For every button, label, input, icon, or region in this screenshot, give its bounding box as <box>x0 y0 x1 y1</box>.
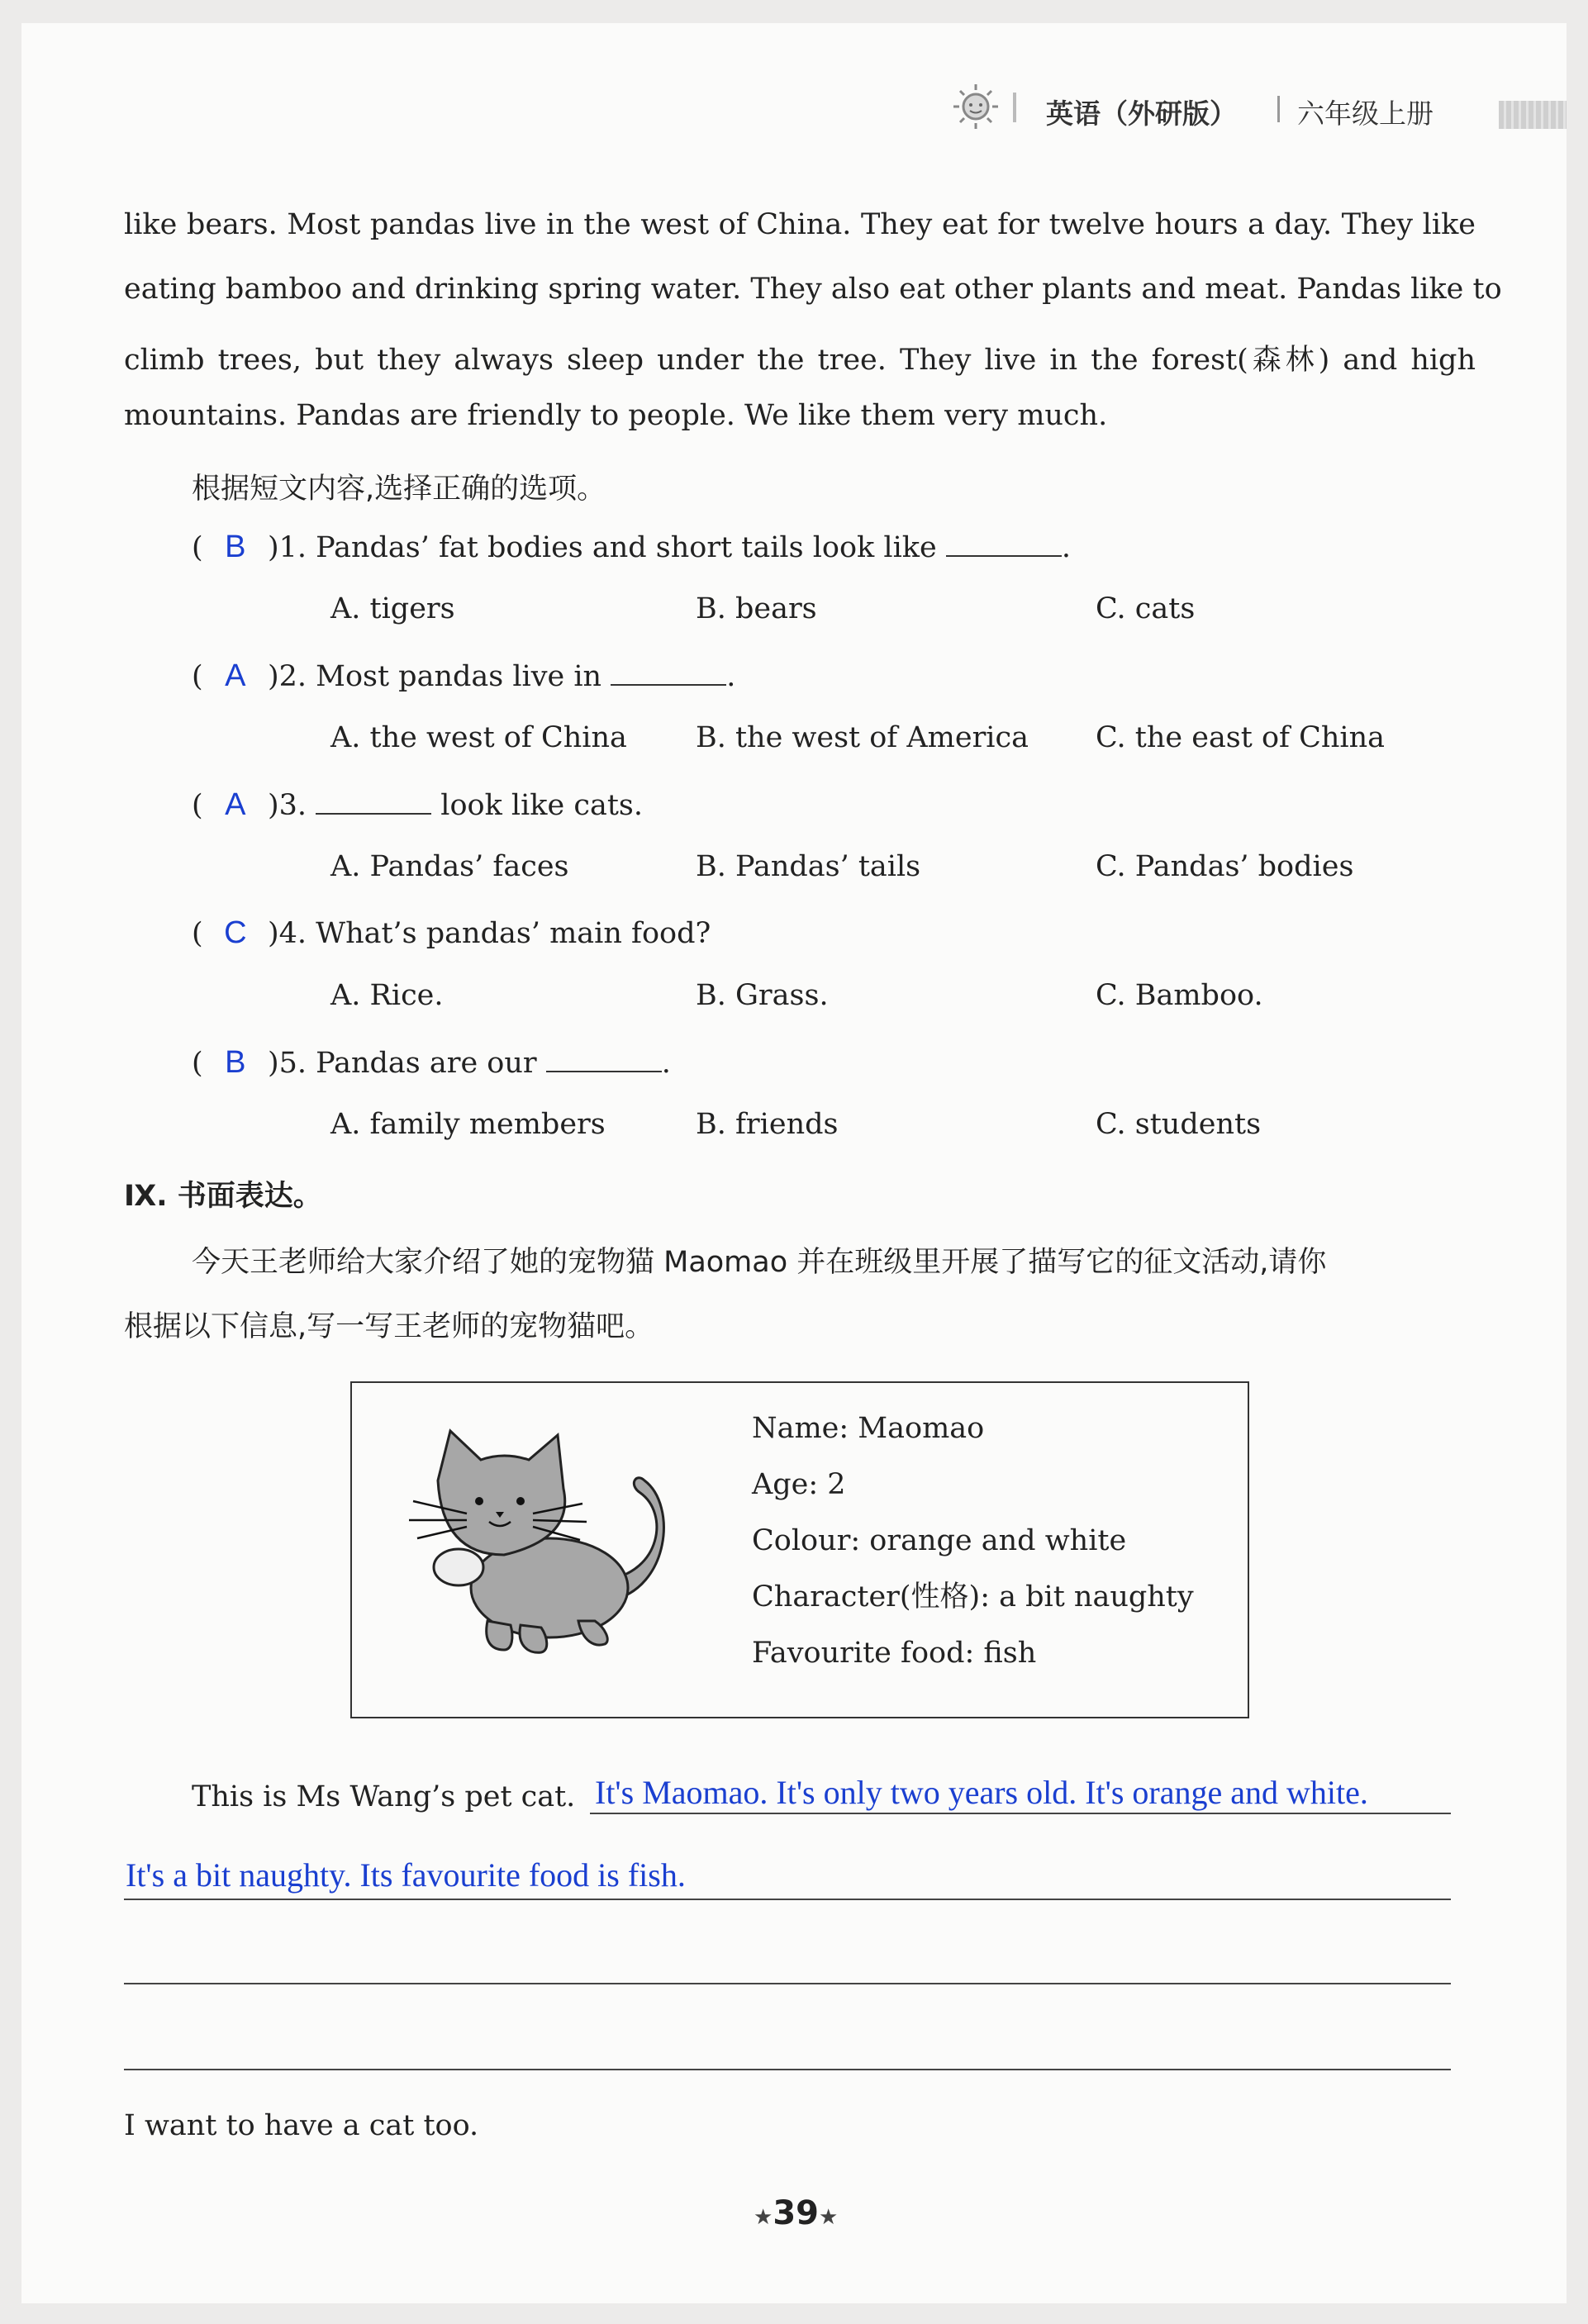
question-2: ( A )2. Most pandas live in . <box>192 658 736 693</box>
option-b: B. friends <box>696 1108 839 1141</box>
question-4: ( C )4. What’s pandas’ main food? <box>192 915 711 950</box>
option-a: A. Rice. <box>330 979 444 1012</box>
reading-instruction: 根据短文内容,选择正确的选项。 <box>192 473 606 506</box>
passage-line: eating bamboo and drinking spring water. They also eat other plants and meat. Pandas like to <box>124 273 1502 306</box>
passage-line: like bears. Most pandas live in the west of China. They eat for twelve hours a day. They like <box>124 208 1476 241</box>
answer-4: C <box>224 915 247 950</box>
question-stem: )2. Most pandas live in <box>267 660 611 693</box>
paren-open: ( <box>192 531 203 564</box>
option-b: B. the west of America <box>696 721 1029 754</box>
answer-1: B <box>225 530 246 564</box>
section-title: Ⅸ. 书面表达。 <box>124 1180 322 1213</box>
option-a: A. the west of China <box>330 721 627 754</box>
writing-line <box>124 2069 1451 2070</box>
info-age: Age: 2 <box>752 1468 846 1501</box>
option-b: B. Grass. <box>696 979 829 1012</box>
question-stem: )5. Pandas are our <box>267 1047 546 1080</box>
header-decoration <box>1499 101 1567 129</box>
option-c: C. students <box>1096 1108 1262 1141</box>
handwritten-answer: It's a bit naughty. Its favourite food is fish. <box>126 1856 686 1894</box>
question-3: ( A )3. look like cats. <box>192 787 643 822</box>
question-stem: )3. <box>267 789 316 822</box>
blank-line <box>611 659 726 686</box>
star-icon: ★ <box>818 2205 839 2230</box>
writing-instruction: 今天王老师给大家介绍了她的宠物猫 Maomao 并在班级里开展了描写它的征文活动,请你 <box>192 1246 1327 1279</box>
writing-line <box>124 1899 1451 1900</box>
option-c: C. Pandas’ bodies <box>1096 850 1354 883</box>
option-c: C. the east of China <box>1096 721 1386 754</box>
passage-line: mountains. Pandas are friendly to people. We like them very much. <box>124 399 1108 432</box>
option-b: B. Pandas’ tails <box>696 850 921 883</box>
blank-line <box>316 788 431 815</box>
question-stem: )4. What’s pandas’ main food? <box>267 917 711 950</box>
answer-5: B <box>225 1045 246 1080</box>
grade-label: 六年级上册 <box>1297 97 1433 130</box>
info-colour: Colour: orange and white <box>752 1524 1127 1557</box>
passage-line: climb trees, but they always sleep under the tree. They live in the forest(森林) and high <box>124 344 1476 377</box>
sun-icon <box>950 81 1001 132</box>
star-icon: ★ <box>754 2205 773 2230</box>
writing-line <box>124 1983 1451 1984</box>
info-character: Character(性格): a bit naughty <box>752 1580 1194 1613</box>
option-c: C. Bamboo. <box>1096 979 1263 1012</box>
header-divider <box>1277 96 1280 122</box>
option-c: C. cats <box>1096 592 1196 625</box>
handwritten-answer: It's Maomao. It's only two years old. It's orange and white. <box>595 1774 1368 1811</box>
option-a: A. family members <box>330 1108 606 1141</box>
blank-line <box>946 530 1062 557</box>
writing-instruction: 根据以下信息,写一写王老师的宠物猫吧。 <box>124 1310 654 1343</box>
closing-sentence: I want to have a cat too. <box>124 2109 479 2142</box>
option-b: B. bears <box>696 592 817 625</box>
cat-illustration <box>388 1414 678 1662</box>
book-title: 英语（外研版） <box>1046 97 1237 130</box>
answer-3: A <box>225 787 246 822</box>
question-1: ( B )1. Pandas’ fat bodies and short tails look like . <box>192 530 1071 564</box>
answer-2: A <box>225 658 246 693</box>
page-number: ★39★ <box>754 2194 839 2232</box>
writing-line <box>590 1813 1451 1814</box>
info-name: Name: Maomao <box>752 1412 985 1445</box>
question-5: ( B )5. Pandas are our . <box>192 1045 671 1080</box>
question-stem: )1. Pandas’ fat bodies and short tails look like <box>267 531 946 564</box>
blank-line <box>546 1046 662 1072</box>
info-favourite-food: Favourite food: fish <box>752 1637 1037 1670</box>
option-a: A. tigers <box>330 592 455 625</box>
writing-prompt: This is Ms Wang’s pet cat. <box>192 1780 576 1813</box>
header-divider <box>1013 93 1016 122</box>
option-a: A. Pandas’ faces <box>330 850 569 883</box>
